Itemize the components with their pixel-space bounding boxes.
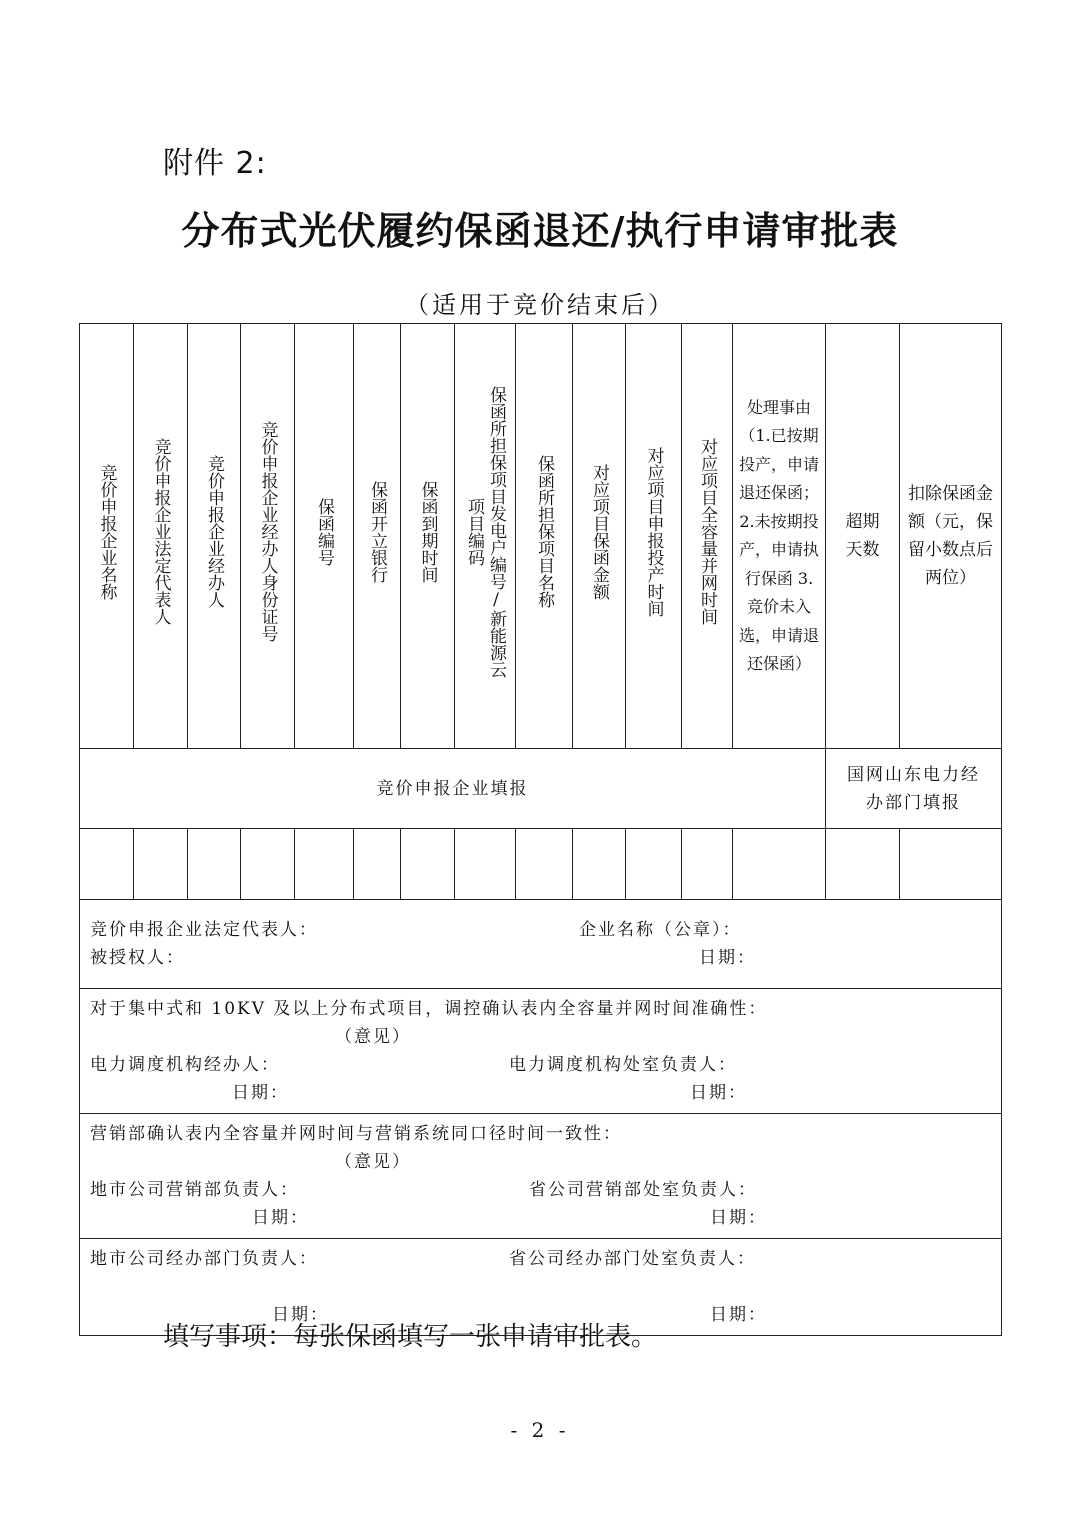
col-header xyxy=(900,324,1002,749)
col-header-label: 保函到期时间 xyxy=(417,480,438,583)
col-header xyxy=(626,324,682,749)
attachment-label: 附件 2: xyxy=(163,146,267,181)
data-entry-row xyxy=(80,829,1002,900)
col-header xyxy=(80,324,134,749)
entry-cell[interactable] xyxy=(455,829,516,900)
col-header xyxy=(354,324,401,749)
date-label: 日期： xyxy=(272,1305,329,1325)
col-header-label: 保函所担保项目名称 xyxy=(534,455,554,608)
entry-cell[interactable] xyxy=(573,829,626,900)
col-header-label: 竞价申报企业法定代表人 xyxy=(150,438,171,625)
page-number: - 2 - xyxy=(510,1418,570,1442)
col-header-label: 保函所担保项目发电户编号/新能源云项目编码 xyxy=(464,385,506,678)
entry-cell[interactable] xyxy=(826,829,900,900)
form-subtitle: （适用于竞价结束后） xyxy=(405,291,675,319)
enterprise-fill-label: 竞价申报企业填报 xyxy=(80,749,826,829)
dispatch-review-cell xyxy=(80,989,1002,1114)
col-header-label: 超期天数 xyxy=(845,512,880,560)
header-row xyxy=(80,324,1002,749)
entry-cell[interactable] xyxy=(401,829,455,900)
grid-fill-label: 国网山东电力经办部门填报 xyxy=(826,749,1002,829)
province-dept-head-label: 省公司经办部门处室负责人： xyxy=(509,1249,756,1269)
entry-cell[interactable] xyxy=(134,829,188,900)
entry-cell[interactable] xyxy=(295,829,354,900)
fill-by-row xyxy=(80,749,1002,829)
opinion-label: （意见） xyxy=(335,1152,411,1172)
col-header xyxy=(134,324,188,749)
date-label: 日期： xyxy=(710,1208,767,1228)
entry-cell[interactable] xyxy=(80,829,134,900)
date-label: 日期： xyxy=(710,1305,767,1325)
entry-cell[interactable] xyxy=(516,829,573,900)
date-label: 日期： xyxy=(699,948,756,968)
authorized-person-label: 被授权人： xyxy=(90,948,185,968)
col-header xyxy=(682,324,733,749)
col-header-label: 处理事由（1.已按期投产，申请退还保函；2.未按期投产，申请执行保函 3.竞价未入选，申请退还保函） xyxy=(738,397,819,673)
marketing-review-row xyxy=(80,1114,1002,1239)
enterprise-signature-row xyxy=(80,900,1002,989)
col-header-label: 保函编号 xyxy=(314,497,334,566)
col-header xyxy=(188,324,241,749)
col-header-label: 竞价申报企业经办人身份证号 xyxy=(257,421,278,642)
dispatch-handler-label: 电力调度机构经办人： xyxy=(90,1055,280,1075)
marketing-review-cell xyxy=(80,1114,1002,1239)
col-header xyxy=(295,324,354,749)
entry-cell[interactable] xyxy=(354,829,401,900)
date-label: 日期： xyxy=(690,1083,747,1103)
col-header xyxy=(455,324,516,749)
col-header xyxy=(573,324,626,749)
company-seal-label: 企业名称（公章）： xyxy=(579,920,742,940)
col-header-label: 对应项目申报投产时间 xyxy=(643,446,664,617)
col-header xyxy=(241,324,295,749)
col-header-label: 扣除保函金额（元，保留小数点后两位） xyxy=(908,484,993,588)
col-header xyxy=(516,324,573,749)
col-header-label: 竞价申报企业经办人 xyxy=(204,455,224,608)
col-header-label: 竞价申报企业名称 xyxy=(96,463,117,600)
col-header xyxy=(401,324,455,749)
city-dept-head-label: 地市公司经办部门负责人： xyxy=(90,1249,318,1269)
entry-cell[interactable] xyxy=(900,829,1002,900)
approval-table xyxy=(79,323,1002,1336)
col-header xyxy=(826,324,900,749)
date-label: 日期： xyxy=(252,1208,309,1228)
legal-rep-label: 竞价申报企业法定代表人： xyxy=(90,920,318,940)
form-title: 分布式光伏履约保函退还/执行申请审批表 xyxy=(181,209,899,253)
entry-cell[interactable] xyxy=(626,829,682,900)
province-marketing-head-label: 省公司营销部处室负责人： xyxy=(529,1180,757,1200)
fill-instructions: 填写事项：每张保函填写一张申请审批表。 xyxy=(163,1322,658,1352)
city-marketing-head-label: 地市公司营销部负责人： xyxy=(90,1180,299,1200)
dispatch-head-label: 电力调度机构处室负责人： xyxy=(509,1055,737,1075)
dispatch-question: 对于集中式和 10KV 及以上分布式项目，调控确认表内全容量并网时间准确性： xyxy=(90,999,768,1019)
entry-cell[interactable] xyxy=(733,829,826,900)
marketing-question: 营销部确认表内全容量并网时间与营销系统同口径时间一致性： xyxy=(90,1124,622,1144)
col-header-label: 保函开立银行 xyxy=(367,480,387,583)
date-label: 日期： xyxy=(232,1083,289,1103)
opinion-label: （意见） xyxy=(335,1027,411,1047)
enterprise-signature-cell xyxy=(80,900,1002,989)
entry-cell[interactable] xyxy=(241,829,295,900)
entry-cell[interactable] xyxy=(188,829,241,900)
col-header-label: 对应项目全容量并网时间 xyxy=(697,438,717,625)
col-header-label: 对应项目保函金额 xyxy=(589,463,609,600)
col-header xyxy=(733,324,826,749)
entry-cell[interactable] xyxy=(682,829,733,900)
dispatch-review-row xyxy=(80,989,1002,1114)
